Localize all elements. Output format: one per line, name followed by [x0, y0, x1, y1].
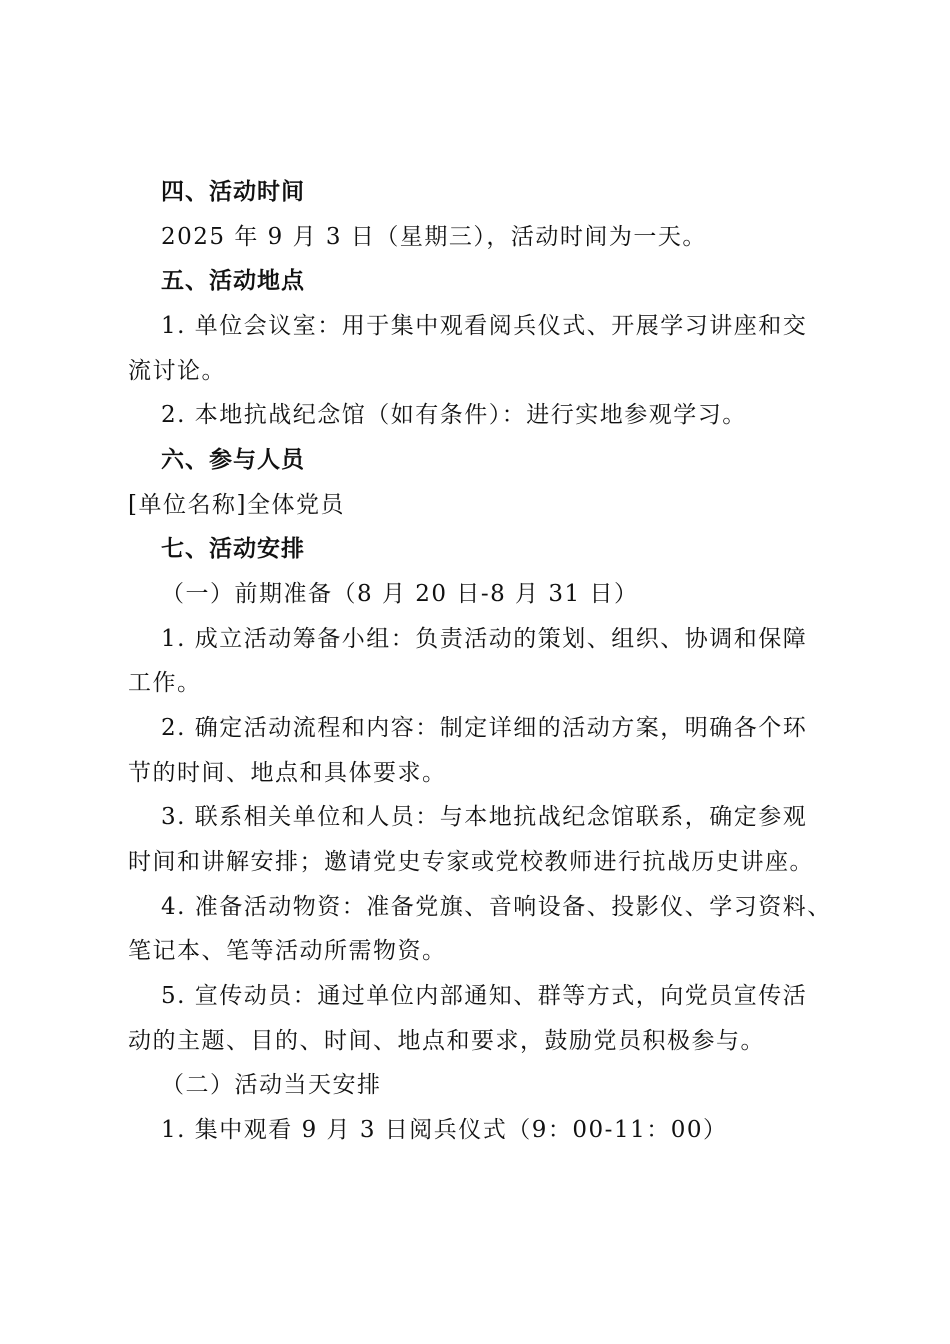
participants-text: [单位名称]全体党员 [128, 492, 345, 518]
location-item-1-line-2: 流讨论。 [128, 358, 226, 384]
prep-item-5-line-2: 动的主题、目的、时间、地点和要求，鼓励党员积极参与。 [128, 1028, 765, 1054]
day-subheading: （二）活动当天安排 [161, 1072, 382, 1098]
prep-item-1-line-1: 1. 成立活动筹备小组：负责活动的策划、组织、协调和保障 [161, 626, 808, 652]
section-heading-location: 五、活动地点 [161, 268, 305, 294]
prep-item-5-line-1: 5. 宣传动员：通过单位内部通知、群等方式，向党员宣传活 [161, 983, 808, 1009]
prep-item-2-line-1: 2. 确定活动流程和内容：制定详细的活动方案，明确各个环 [161, 715, 808, 741]
prep-item-4-line-2: 笔记本、笔等活动所需物资。 [128, 938, 447, 964]
time-text: 2025 年 9 月 3 日（星期三），活动时间为一天。 [161, 224, 707, 250]
prep-item-3-line-1: 3. 联系相关单位和人员：与本地抗战纪念馆联系，确定参观 [161, 804, 808, 830]
prep-subheading: （一）前期准备（8 月 20 日-8 月 31 日） [161, 581, 639, 607]
section-heading-time: 四、活动时间 [161, 179, 305, 205]
location-item-1-line-1: 1. 单位会议室：用于集中观看阅兵仪式、开展学习讲座和交 [161, 313, 808, 339]
prep-item-1-line-2: 工作。 [128, 670, 202, 696]
location-item-2: 2. 本地抗战纪念馆（如有条件）：进行实地参观学习。 [161, 402, 747, 428]
section-heading-schedule: 七、活动安排 [161, 536, 305, 562]
prep-item-4-line-1: 4. 准备活动物资：准备党旗、音响设备、投影仪、学习资料、 [161, 894, 832, 920]
day-item-1: 1. 集中观看 9 月 3 日阅兵仪式（9：00-11：00） [161, 1117, 728, 1143]
prep-item-3-line-2: 时间和讲解安排；邀请党史专家或党校教师进行抗战历史讲座。 [128, 849, 814, 875]
prep-item-2-line-2: 节的时间、地点和具体要求。 [128, 760, 447, 786]
section-heading-participants: 六、参与人员 [161, 447, 305, 473]
